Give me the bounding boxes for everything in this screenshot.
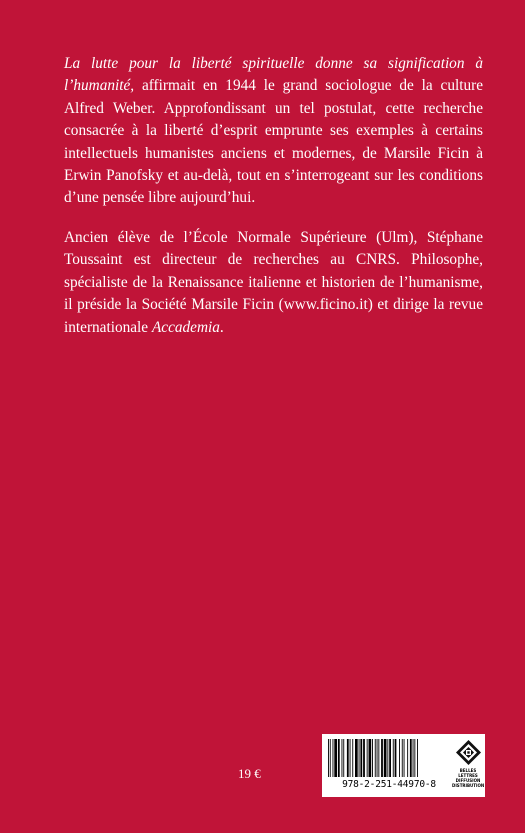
publisher-line-3: DISTRIBUTION (452, 783, 485, 788)
bio-end: . (219, 318, 224, 336)
barcode-bar (342, 739, 343, 777)
author-bio-text: Ancien élève de l’École Normale Supérieure (Ulm), Stéphane Toussaint est directeur de recherches au CNRS. Philosophe, spécialiste de la Renaissance italienne et historien de l’humanisme, il préside la Société Marsile Ficin (www.ficino.it) et dirige la revue internationale (64, 229, 483, 336)
publisher-line-1: BELLES LETTRES (458, 768, 478, 778)
opening-quote: La lutte pour la liberté spirituelle donne sa signification à l’humanité, (64, 55, 483, 95)
barcode-bar (350, 739, 351, 777)
price-label: 19 € (238, 766, 261, 781)
barcode-bar (414, 739, 415, 777)
barcode-bar (333, 739, 334, 777)
barcode-bar (367, 739, 368, 777)
barcode-bar (378, 739, 379, 777)
barcode-bar (338, 739, 340, 777)
barcode-bar (330, 739, 331, 777)
publisher-label (452, 768, 484, 788)
barcode-bar (363, 739, 365, 777)
barcode-bar (369, 739, 372, 777)
barcode-bar (334, 739, 337, 777)
isbn-barcode (328, 739, 450, 779)
summary-paragraph (64, 53, 483, 210)
barcode-bar (410, 739, 412, 777)
barcode-bar (407, 739, 408, 777)
barcode-bar (393, 739, 394, 777)
barcode-bar (347, 739, 349, 777)
barcode-bar (328, 739, 329, 777)
barcode-bar (355, 739, 358, 777)
barcode-bar (389, 739, 391, 777)
barcode-bar (402, 739, 403, 777)
barcode-bar (387, 739, 388, 777)
barcode-bar (381, 739, 383, 777)
barcode-bar (377, 739, 378, 777)
publisher-line-2: DIFFUSION (455, 778, 481, 783)
barcode-bar (359, 739, 360, 777)
barcode-bar (375, 739, 376, 777)
barcode-bar (372, 739, 373, 777)
journal-title: Accademia (151, 318, 220, 336)
barcode-bar (360, 739, 362, 777)
barcode-panel (322, 734, 485, 797)
barcode-bar (413, 739, 414, 777)
barcode-bar (343, 739, 344, 777)
author-bio-paragraph (64, 227, 483, 339)
barcode-bar (395, 739, 397, 777)
isbn-number: 978-2-251-44970-8 (342, 779, 436, 790)
summary-text: affirmait en 1944 le grand sociologue de la culture Alfred Weber. Approfondissant un tel postulat, cette recherche consacrée à la liberté d’esprit emprunte ses exemples à certains intellectuels humanistes anciens et modernes, de Marsile Ficin à Erwin Panofsky et au-delà, tout en s’interrogeant sur les conditions d’une pensée libre aujourd’hui. (64, 77, 483, 207)
barcode-bar (384, 739, 387, 777)
barcode-bar (352, 739, 353, 777)
publisher-logo-icon (455, 739, 482, 766)
barcode-bar (417, 739, 418, 777)
barcode-bar (404, 739, 405, 777)
barcode-bar (399, 739, 400, 777)
